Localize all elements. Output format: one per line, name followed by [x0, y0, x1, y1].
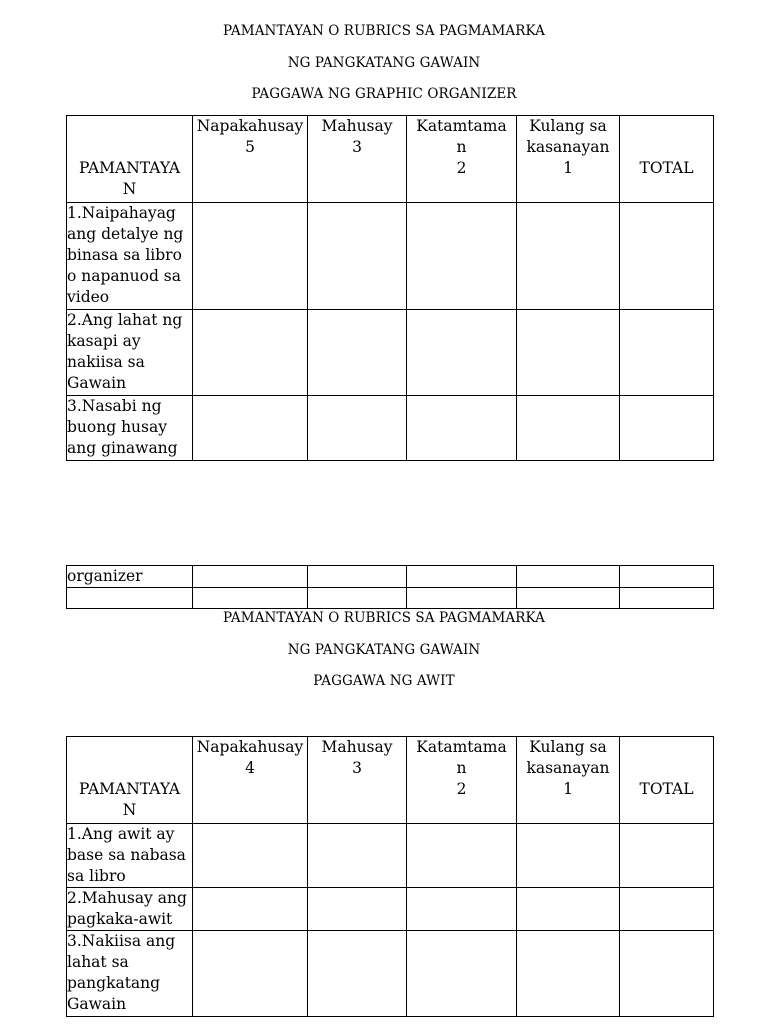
- level-score: 1: [563, 780, 573, 798]
- criteria-text: buong husay: [67, 418, 167, 436]
- criteria-cell: [67, 888, 193, 931]
- level-label: kasanayan: [526, 138, 610, 156]
- level-label: Napakahusay: [196, 738, 304, 756]
- score-cell[interactable]: [193, 824, 308, 888]
- score-cell[interactable]: [517, 396, 620, 461]
- criteria-text: 1.Naipahayag: [67, 204, 176, 222]
- criteria-text: 2.Mahusay ang: [67, 889, 187, 907]
- criteria-text: ang ginawang: [67, 439, 178, 457]
- total-cell[interactable]: [620, 588, 714, 609]
- criteria-text: pagkaka-awit: [67, 910, 173, 928]
- continuation-row: [67, 566, 714, 588]
- criteria-cell: [67, 396, 193, 461]
- total-cell[interactable]: [620, 888, 714, 931]
- level-label: Katamtama: [416, 117, 507, 135]
- level-katamtaman-header: [407, 737, 517, 824]
- criteria-text: pangkatang: [67, 974, 161, 992]
- score-cell[interactable]: [308, 310, 407, 396]
- level-label: Kulang sa: [529, 117, 607, 135]
- level-label: Mahusay: [321, 117, 393, 135]
- rubric1-row-1: [67, 203, 714, 310]
- criteria-header-line: PAMANTAYA: [78, 159, 181, 177]
- level-score: 2: [456, 159, 467, 177]
- score-cell[interactable]: [308, 888, 407, 931]
- score-cell[interactable]: [193, 310, 308, 396]
- criteria-text: organizer: [67, 567, 143, 585]
- criteria-cell: [67, 566, 193, 588]
- criteria-text: o napanuod sa: [67, 267, 181, 285]
- score-cell[interactable]: [193, 588, 308, 609]
- rubric2-row-2: [67, 888, 714, 931]
- level-label: kasanayan: [526, 759, 610, 777]
- criteria-text: ang detalye ng: [67, 225, 184, 243]
- level-score: 5: [245, 138, 255, 156]
- rubric2-header-row: [67, 737, 714, 824]
- criteria-text: video: [67, 288, 110, 306]
- criteria-cell: [67, 310, 193, 396]
- rubric2-row-3: [67, 931, 714, 1017]
- level-label: n: [456, 759, 467, 777]
- criteria-header-line: N: [122, 801, 137, 819]
- total-cell[interactable]: [620, 566, 714, 588]
- total-header: [620, 116, 714, 203]
- score-cell[interactable]: [193, 566, 308, 588]
- total-cell[interactable]: [620, 310, 714, 396]
- score-cell[interactable]: [308, 931, 407, 1017]
- rubric2-row-1: [67, 824, 714, 888]
- score-cell[interactable]: [407, 396, 517, 461]
- total-cell[interactable]: [620, 203, 714, 310]
- criteria-text: 3.Nakiisa ang: [67, 932, 176, 950]
- score-cell[interactable]: [517, 203, 620, 310]
- rubric1-table: [66, 115, 714, 461]
- level-score: 2: [456, 780, 467, 798]
- level-mahusay-header: [308, 737, 407, 824]
- total-cell[interactable]: [620, 931, 714, 1017]
- level-label: Napakahusay: [196, 117, 304, 135]
- rubric2-table: [66, 736, 714, 1017]
- rubric1-title-line2: NG PANGKATANG GAWAIN: [287, 55, 481, 71]
- score-cell[interactable]: [308, 588, 407, 609]
- level-napakahusay-header: [193, 737, 308, 824]
- score-cell[interactable]: [407, 588, 517, 609]
- total-cell[interactable]: [620, 396, 714, 461]
- score-cell[interactable]: [517, 566, 620, 588]
- criteria-cell: [67, 824, 193, 888]
- criteria-text: Gawain: [67, 374, 127, 392]
- level-score: 3: [352, 759, 362, 777]
- score-cell[interactable]: [407, 888, 517, 931]
- criteria-text: binasa sa libro: [67, 246, 182, 264]
- score-cell[interactable]: [193, 888, 308, 931]
- total-label: TOTAL: [639, 780, 694, 798]
- criteria-text: sa libro: [67, 867, 126, 885]
- rubric1-title-line1: PAMANTAYAN O RUBRICS SA PAGMAMARKA: [222, 23, 545, 39]
- criteria-header: [67, 116, 193, 203]
- total-label: TOTAL: [639, 159, 694, 177]
- level-label: Katamtama: [416, 738, 507, 756]
- score-cell[interactable]: [407, 931, 517, 1017]
- level-score: 4: [245, 759, 255, 777]
- rubric1-header-row: [67, 116, 714, 203]
- level-score: 1: [563, 159, 573, 177]
- criteria-header: [67, 737, 193, 824]
- criteria-text: nakiisa sa: [67, 353, 145, 371]
- rubric2-title-line1: PAMANTAYAN O RUBRICS SA PAGMAMARKA: [222, 610, 545, 626]
- criteria-header-line: N: [122, 180, 137, 198]
- criteria-text: 1.Ang awit ay: [67, 825, 175, 843]
- score-cell[interactable]: [517, 310, 620, 396]
- criteria-header-line: PAMANTAYA: [78, 780, 181, 798]
- total-cell[interactable]: [620, 824, 714, 888]
- score-cell[interactable]: [407, 824, 517, 888]
- criteria-text: 3.Nasabi ng: [67, 397, 162, 415]
- score-cell[interactable]: [407, 203, 517, 310]
- level-label: Mahusay: [321, 738, 393, 756]
- level-score: 3: [352, 138, 362, 156]
- criteria-text: Gawain: [67, 995, 127, 1013]
- level-kulang-header: [517, 116, 620, 203]
- score-cell[interactable]: [517, 888, 620, 931]
- rubric2-title-line3: PAGGAWA NG AWIT: [313, 673, 455, 689]
- rubric1-title-line3: PAGGAWA NG GRAPHIC ORGANIZER: [251, 86, 517, 102]
- score-cell[interactable]: [407, 310, 517, 396]
- score-cell[interactable]: [308, 396, 407, 461]
- criteria-text: lahat sa: [67, 953, 129, 971]
- score-cell[interactable]: [193, 396, 308, 461]
- level-label: Kulang sa: [529, 738, 607, 756]
- criteria-cell: [67, 931, 193, 1017]
- criteria-text: kasapi ay: [67, 332, 141, 350]
- level-mahusay-header: [308, 116, 407, 203]
- rubric1-continuation-table: [66, 565, 714, 609]
- level-katamtaman-header: [407, 116, 517, 203]
- criteria-cell: [67, 588, 193, 609]
- total-header: [620, 737, 714, 824]
- criteria-text: base sa nabasa: [67, 846, 186, 864]
- rubric1-row-3: [67, 396, 714, 461]
- rubric2-title-line2: NG PANGKATANG GAWAIN: [287, 642, 481, 658]
- criteria-cell: [67, 203, 193, 310]
- level-napakahusay-header: [193, 116, 308, 203]
- level-label: n: [456, 138, 467, 156]
- score-cell[interactable]: [308, 824, 407, 888]
- continuation-row: [67, 588, 714, 609]
- score-cell[interactable]: [517, 931, 620, 1017]
- rubric1-row-2: [67, 310, 714, 396]
- score-cell[interactable]: [308, 203, 407, 310]
- score-cell[interactable]: [517, 824, 620, 888]
- score-cell[interactable]: [193, 203, 308, 310]
- score-cell[interactable]: [407, 566, 517, 588]
- score-cell[interactable]: [193, 931, 308, 1017]
- score-cell[interactable]: [308, 566, 407, 588]
- criteria-text: 2.Ang lahat ng: [67, 311, 183, 329]
- score-cell[interactable]: [517, 588, 620, 609]
- level-kulang-header: [517, 737, 620, 824]
